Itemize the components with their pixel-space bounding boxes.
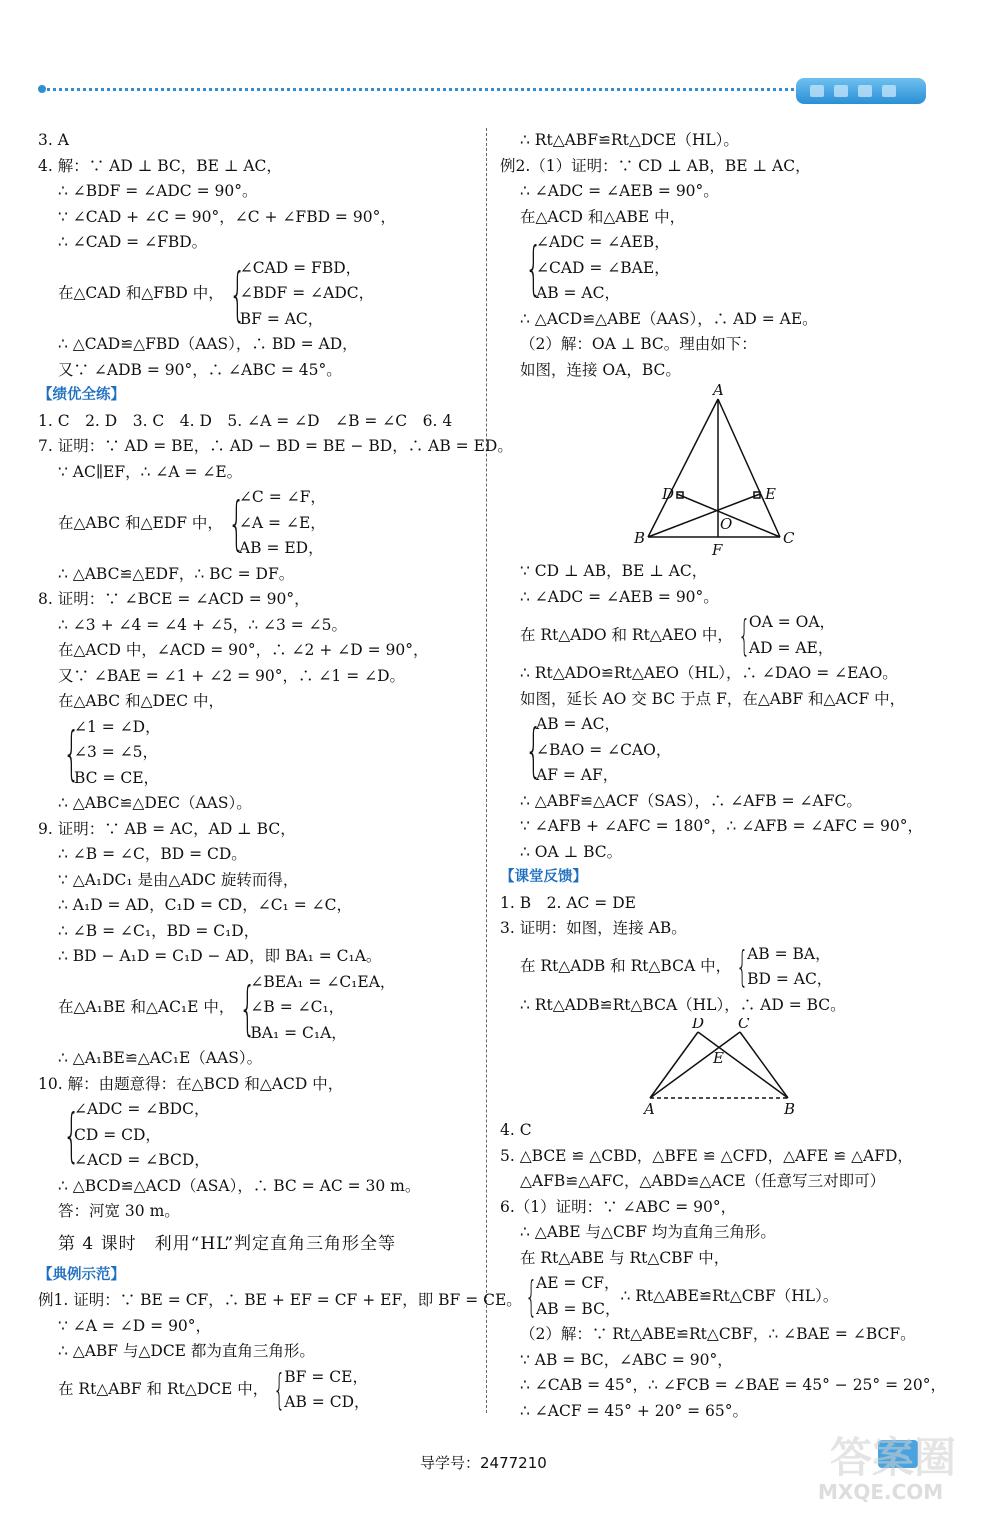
answer-line: 例1. 证明：∵ BE = CF，∴ BE + EF = CF + EF，即 BF = CE。: [38, 1291, 522, 1309]
system-row: BF = CE，: [284, 1367, 368, 1386]
answer-line: （2）解：∵ Rt△ABE≌Rt△CBF，∴ ∠BAE = ∠BCF。: [520, 1325, 916, 1343]
answer-line: 如图，延长 AO 交 BC 于点 F，在△ABF 和△ACF 中，: [520, 689, 906, 708]
watermark-logo: 答案圈: [830, 1433, 957, 1482]
header-dotted-line: [40, 88, 800, 91]
system-row: ∠CAD = FBD，: [239, 258, 362, 277]
answer-line: 又∵ ∠BAE = ∠1 + ∠2 = 90°，∴ ∠1 = ∠D。: [58, 666, 406, 685]
label-b: B: [784, 1100, 796, 1118]
answer-line: （2）解：OA ⊥ BC。理由如下：: [520, 335, 757, 353]
equation-system: [500, 610, 960, 661]
answer-line: 8. 证明：∵ ∠BCE = ∠ACD = 90°，: [38, 590, 310, 608]
brace: {: [228, 489, 245, 558]
system-row: BA₁ = C₁A，: [250, 1023, 347, 1042]
brace: {: [738, 610, 751, 660]
equation-system: [500, 712, 960, 789]
answer-line: ∵ △A₁DC₁ 是由△ADC 旋转而得，: [58, 870, 299, 889]
equation-system: [38, 970, 483, 1047]
answer-line: 5. △BCE ≌ △CBD，△BFE ≌ △CFD，△AFE ≌ △AFD，: [500, 1146, 913, 1165]
label-e: E: [765, 485, 776, 503]
answer-line: ∵ ∠CAD + ∠C = 90°，∠C + ∠FBD = 90°，: [58, 207, 396, 226]
system-row: OA = OA，: [748, 613, 836, 631]
label-c: C: [783, 529, 795, 547]
label-c: C: [738, 1018, 750, 1032]
answer-line: ∴ ∠B = ∠C，BD = CD。: [58, 845, 247, 863]
figure-2-svg: [500, 1018, 960, 1118]
brace: {: [63, 1101, 80, 1170]
answer-line: ∴ △CAD≌△FBD（AAS），∴ BD = AD，: [58, 335, 358, 353]
line-ab: [648, 399, 718, 537]
system-intro: 在 Rt△ADB 和 Rt△BCA 中，: [520, 957, 732, 976]
brace: {: [239, 973, 257, 1042]
answer-line: 3. 证明：如图，连接 AB。: [500, 919, 687, 937]
system-row: AB = BA，: [747, 944, 831, 963]
system-row: AB = ED，: [238, 539, 324, 557]
answer-line: ∴ △ABF≌△ACF（SAS），∴ ∠AFB = ∠AFC。: [520, 791, 862, 810]
line-ac: [650, 1032, 740, 1098]
answer-line: 答：河宽 30 m。: [58, 1202, 180, 1220]
equation-system: [38, 1365, 483, 1416]
answer-line: 4. C: [500, 1121, 532, 1139]
equation-system: [500, 230, 960, 307]
answer-line: ∴ ∠ADC = ∠AEB = 90°。: [520, 182, 719, 200]
system-row: ∠ADC = ∠BDC，: [74, 1100, 210, 1118]
triangle-figure-2: [500, 1018, 960, 1118]
answer-line: ∵ AC∥EF，∴ ∠A = ∠E。: [58, 462, 243, 481]
system-row: ∠BDF = ∠ADC，: [239, 284, 375, 302]
equation-system: [500, 942, 960, 993]
equation-system: [38, 715, 483, 792]
header-tab: [796, 78, 926, 104]
system-row: ∠3 = ∠5，: [74, 743, 159, 761]
brace: {: [229, 259, 246, 328]
system-row: BF = AC，: [239, 309, 324, 328]
footer-guide-number: 导学号：2477210: [420, 1454, 547, 1472]
answer-line: 10. 解：由题意得：在△BCD 和△ACD 中，: [38, 1074, 344, 1093]
answer-line: 9. 证明：∵ AB = AC，AD ⊥ BC，: [38, 819, 296, 838]
system-row: ∠ADC = ∠AEB，: [536, 233, 670, 251]
label-d: D: [662, 485, 675, 503]
answer-line: ∴ BD − A₁D = C₁D − AD，即 BA₁ = C₁A。: [58, 947, 382, 965]
brace: {: [63, 718, 80, 787]
answer-line: ∴ △ABE 与△CBF 均为直角三角形。: [520, 1223, 776, 1241]
label-a: A: [644, 1100, 655, 1118]
answer-line: 在△ABC 和△DEC 中，: [58, 692, 225, 710]
system-row: ∠B = ∠C₁，: [250, 998, 345, 1016]
answer-line: ∴ ∠ADC = ∠AEB = 90°。: [520, 587, 719, 606]
answer-line: ∴ OA ⊥ BC。: [520, 842, 623, 861]
system-row: AD = AE，: [748, 638, 834, 657]
brace: {: [525, 234, 542, 303]
brace: {: [525, 1271, 538, 1321]
answer-line: ∴ △ABC≌△DEC（AAS）。: [58, 794, 252, 812]
label-b: B: [634, 529, 646, 547]
answer-line: ∵ ∠AFB + ∠AFC = 180°，∴ ∠AFB = ∠AFC = 90°，: [520, 817, 923, 835]
equation-system: [500, 1271, 960, 1322]
answer-line: 又∵ ∠ADB = 90°，∴ ∠ABC = 45°。: [58, 360, 342, 379]
answer-line: ∵ CD ⊥ AB，BE ⊥ AC，: [520, 562, 708, 580]
answer-line: 1. C 2. D 3. C 4. D 5. ∠A = ∠D ∠B = ∠C 6. 4: [38, 411, 453, 430]
line-ad: [650, 1032, 698, 1098]
answer-line: 3. A: [38, 131, 69, 149]
equation-system: [38, 256, 483, 333]
system-row: AB = AC，: [536, 284, 620, 302]
right-column: [500, 128, 960, 1424]
answer-line: ∴ ∠B = ∠C₁，BD = C₁D，: [58, 921, 260, 940]
system-row: ∠BAO = ∠CAO，: [536, 740, 672, 759]
system-row: ∠CAD = ∠BAE，: [536, 258, 670, 277]
system-intro: 在 Rt△ADO 和 Rt△AEO 中，: [520, 625, 733, 644]
answer-line: 4. 解：∵ AD ⊥ BC，BE ⊥ AC，: [38, 156, 282, 175]
answer-line: ∴ Rt△ADO≌Rt△AEO（HL），∴ ∠DAO = ∠EAO。: [520, 664, 898, 682]
brace: {: [736, 942, 749, 991]
answer-line: ∴ △BCD≌△ACD（ASA），∴ BC = AC = 30 m。: [58, 1176, 421, 1195]
column-divider: [486, 128, 487, 1413]
system-conclusion: ∴ Rt△ABE≌Rt△CBF（HL）。: [620, 1286, 839, 1305]
answer-line: 6.（1）证明：∵ ∠ABC = 90°，: [500, 1197, 737, 1216]
system-intro: 在 Rt△ABF 和 Rt△DCE 中，: [58, 1380, 269, 1399]
system-row: ∠BEA₁ = ∠C₁EA，: [250, 972, 396, 991]
system-intro: 在△ABC 和△EDF 中，: [58, 513, 223, 532]
answer-line: ∴ △ABC≌△EDF，∴ BC = DF。: [58, 564, 295, 583]
answer-line: ∴ Rt△ADB≌Rt△BCA（HL），∴ AD = BC。: [520, 995, 846, 1014]
answer-line: 如图，连接 OA，BC。: [520, 360, 681, 379]
brace: {: [273, 1365, 286, 1414]
answer-line: 7. 证明：∵ AD = BE，∴ AD − BD = BE − BD，∴ AB = ED。: [38, 437, 513, 455]
answer-line: ∴ △ACD≌△ABE（AAS），∴ AD = AE。: [520, 309, 818, 328]
line-cb: [740, 1032, 788, 1098]
label-d: D: [692, 1018, 705, 1032]
answer-line: 1. B 2. AC = DE: [500, 893, 636, 912]
label-o: O: [720, 515, 733, 533]
system-row: AB = CD，: [284, 1393, 370, 1411]
system-row: AB = BC，: [536, 1299, 621, 1318]
label-a: A: [713, 383, 724, 399]
triangle-figure-1: [500, 383, 960, 559]
system-row: AE = CF，: [536, 1274, 620, 1292]
equation-system: [38, 485, 483, 562]
answer-line: 例2.（1）证明：∵ CD ⊥ AB，BE ⊥ AC，: [500, 156, 811, 175]
answer-line: ∴ ∠BDF = ∠ADC = 90°。: [58, 182, 258, 200]
system-row: ∠1 = ∠D，: [74, 717, 161, 736]
answer-line: ∴ △ABF 与△DCE 都为直角三角形。: [58, 1342, 315, 1360]
answer-line: ∴ ∠3 + ∠4 = ∠4 + ∠5，∴ ∠3 = ∠5。: [58, 615, 348, 634]
lesson-title: 第 4 课时 利用“HL”判定直角三角形全等: [58, 1233, 397, 1254]
system-row: ∠ACD = ∠BCD，: [74, 1151, 210, 1169]
answer-line: ∴ △A₁BE≌△AC₁E（AAS）。: [58, 1049, 263, 1067]
label-f: F: [712, 541, 723, 559]
label-e: E: [713, 1049, 724, 1067]
answer-line: 在△ACD 和△ABE 中，: [520, 207, 686, 226]
answer-line: △AFB≌△AFC，△ABD≌△ACE（任意写三对即可）: [520, 1172, 886, 1190]
figure-1-svg: [500, 383, 960, 559]
section-heading: 【绩优全练】: [38, 387, 125, 403]
section-heading: 【典例示范】: [38, 1266, 125, 1283]
section-heading: 【课堂反馈】: [500, 869, 587, 885]
brace: {: [525, 716, 542, 785]
system-intro: 在△A₁BE 和△AC₁E 中，: [58, 998, 235, 1016]
system-intro: 在△CAD 和△FBD 中，: [58, 284, 224, 302]
answer-line: ∴ ∠CAD = ∠FBD。: [58, 233, 208, 251]
line-db: [698, 1032, 788, 1098]
system-row: CD = CD，: [74, 1125, 161, 1144]
system-row: BC = CE，: [74, 768, 160, 787]
answer-line: ∴ ∠CAB = 45°，∴ ∠FCB = ∠BAE = 45° − 25° = 20°，: [520, 1376, 946, 1394]
answer-line: 在 Rt△ABE 与 Rt△CBF 中，: [520, 1248, 730, 1267]
system-row: AB = AC，: [536, 715, 620, 733]
watermark-url: MXQE.COM: [818, 1480, 944, 1504]
equation-system: [38, 1097, 483, 1174]
system-row: ∠C = ∠F，: [238, 488, 326, 506]
system-row: BD = AC，: [747, 970, 833, 988]
answer-line: 在△ACD 中，∠ACD = 90°，∴ ∠2 + ∠D = 90°，: [58, 641, 429, 659]
system-row: AF = AF，: [536, 766, 619, 784]
answer-line: ∴ ∠ACF = 45° + 20° = 65°。: [520, 1401, 749, 1420]
answer-line: ∴ Rt△ABF≌Rt△DCE（HL）。: [520, 131, 739, 149]
answer-line: ∵ AB = BC，∠ABC = 90°，: [520, 1350, 733, 1369]
system-row: ∠A = ∠E，: [238, 513, 326, 532]
answer-line: ∴ A₁D = AD，C₁D = CD，∠C₁ = ∠C，: [58, 896, 352, 914]
answer-line: ∵ ∠A = ∠D = 90°，: [58, 1316, 212, 1335]
